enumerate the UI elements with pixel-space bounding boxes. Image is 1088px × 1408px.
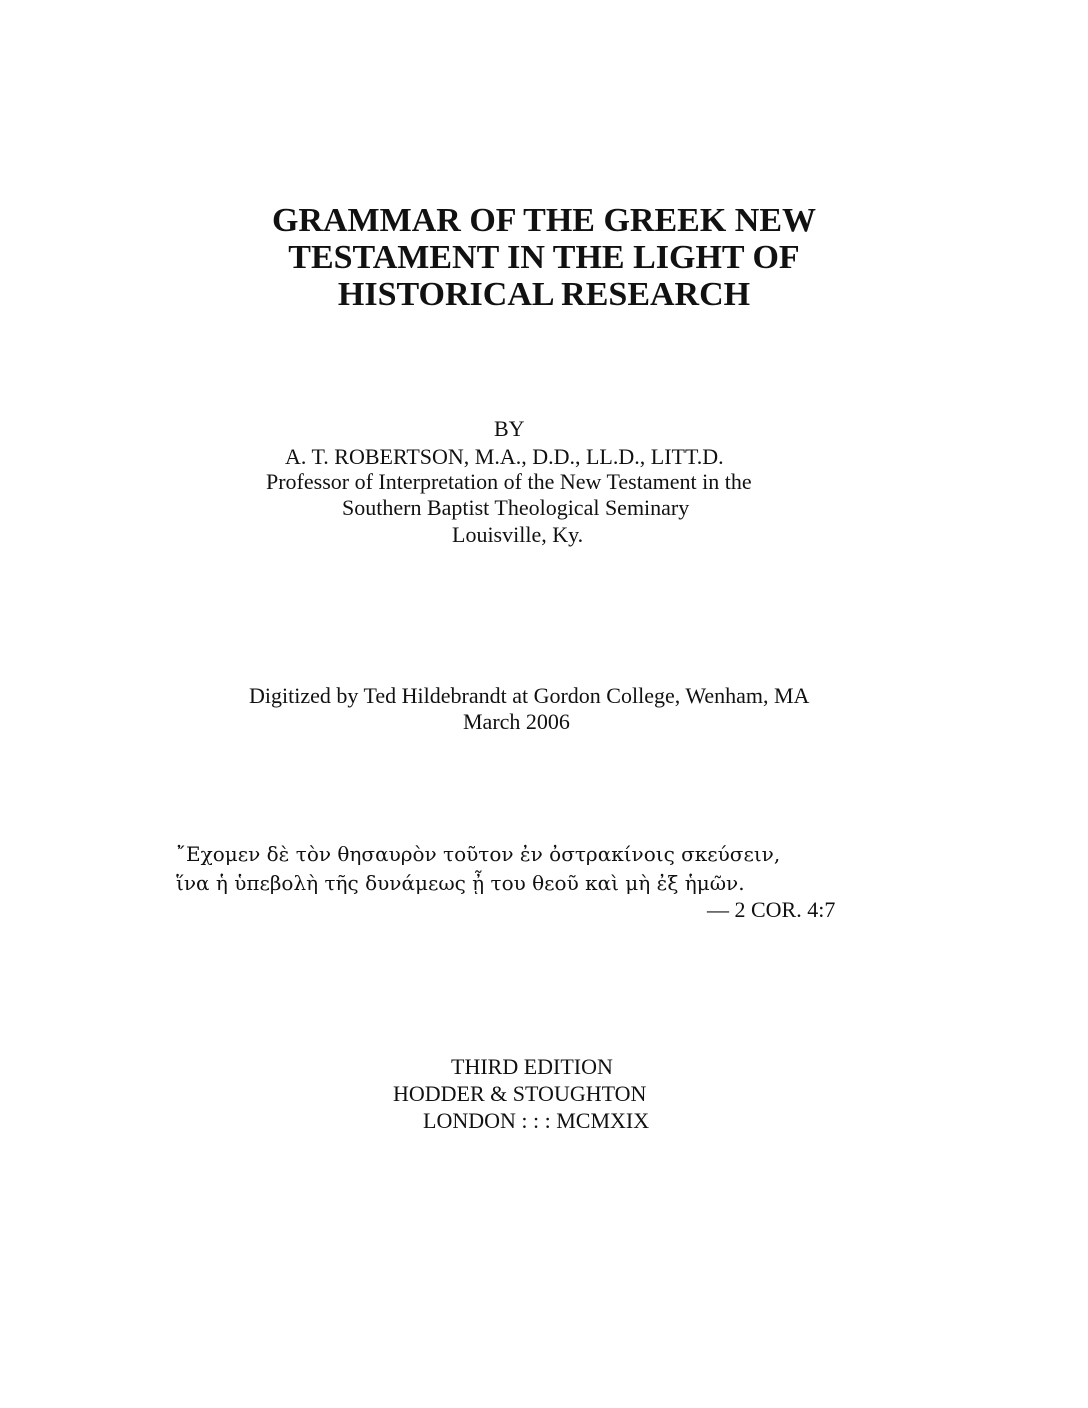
edition-label: THIRD EDITION (451, 1054, 613, 1079)
publisher-name: HODDER & STOUGHTON (393, 1081, 647, 1106)
digitization-credit: Digitized by Ted Hildebrandt at Gordon College, Wenham, MA (249, 683, 810, 708)
book-title-line-1: GRAMMAR OF THE GREEK NEW (271, 202, 817, 239)
author-location: Louisville, Ky. (452, 522, 584, 547)
author-position-line-1: Professor of Interpretation of the New Testament in the (266, 469, 752, 494)
author-name: A. T. ROBERTSON, M.A., D.D., LL.D., LITT.D. (285, 444, 724, 469)
epigraph-citation: — 2 COR. 4:7 (707, 897, 836, 922)
book-title-line-2: TESTAMENT IN THE LIGHT OF (288, 239, 800, 276)
book-title-line-3: HISTORICAL RESEARCH (337, 276, 751, 313)
publication-place-year: LONDON : : : MCMXIX (423, 1108, 650, 1133)
digitization-date: March 2006 (463, 709, 570, 734)
author-position-line-2: Southern Baptist Theological Seminary (342, 495, 690, 520)
epigraph-line-2: ἵνα ἡ ὑπεβολὴ τῆς δυνάμεως ᾖ του θεοῦ καὶ μὴ ἐξ ἡμῶν. (176, 871, 745, 895)
by-label: BY (494, 416, 525, 441)
epigraph-line-1: ῎Εχομεν δὲ τὸν θησαυρὸν τοῦτον ἐν ὀστρακίνοις σκεύσειν, (176, 842, 781, 866)
